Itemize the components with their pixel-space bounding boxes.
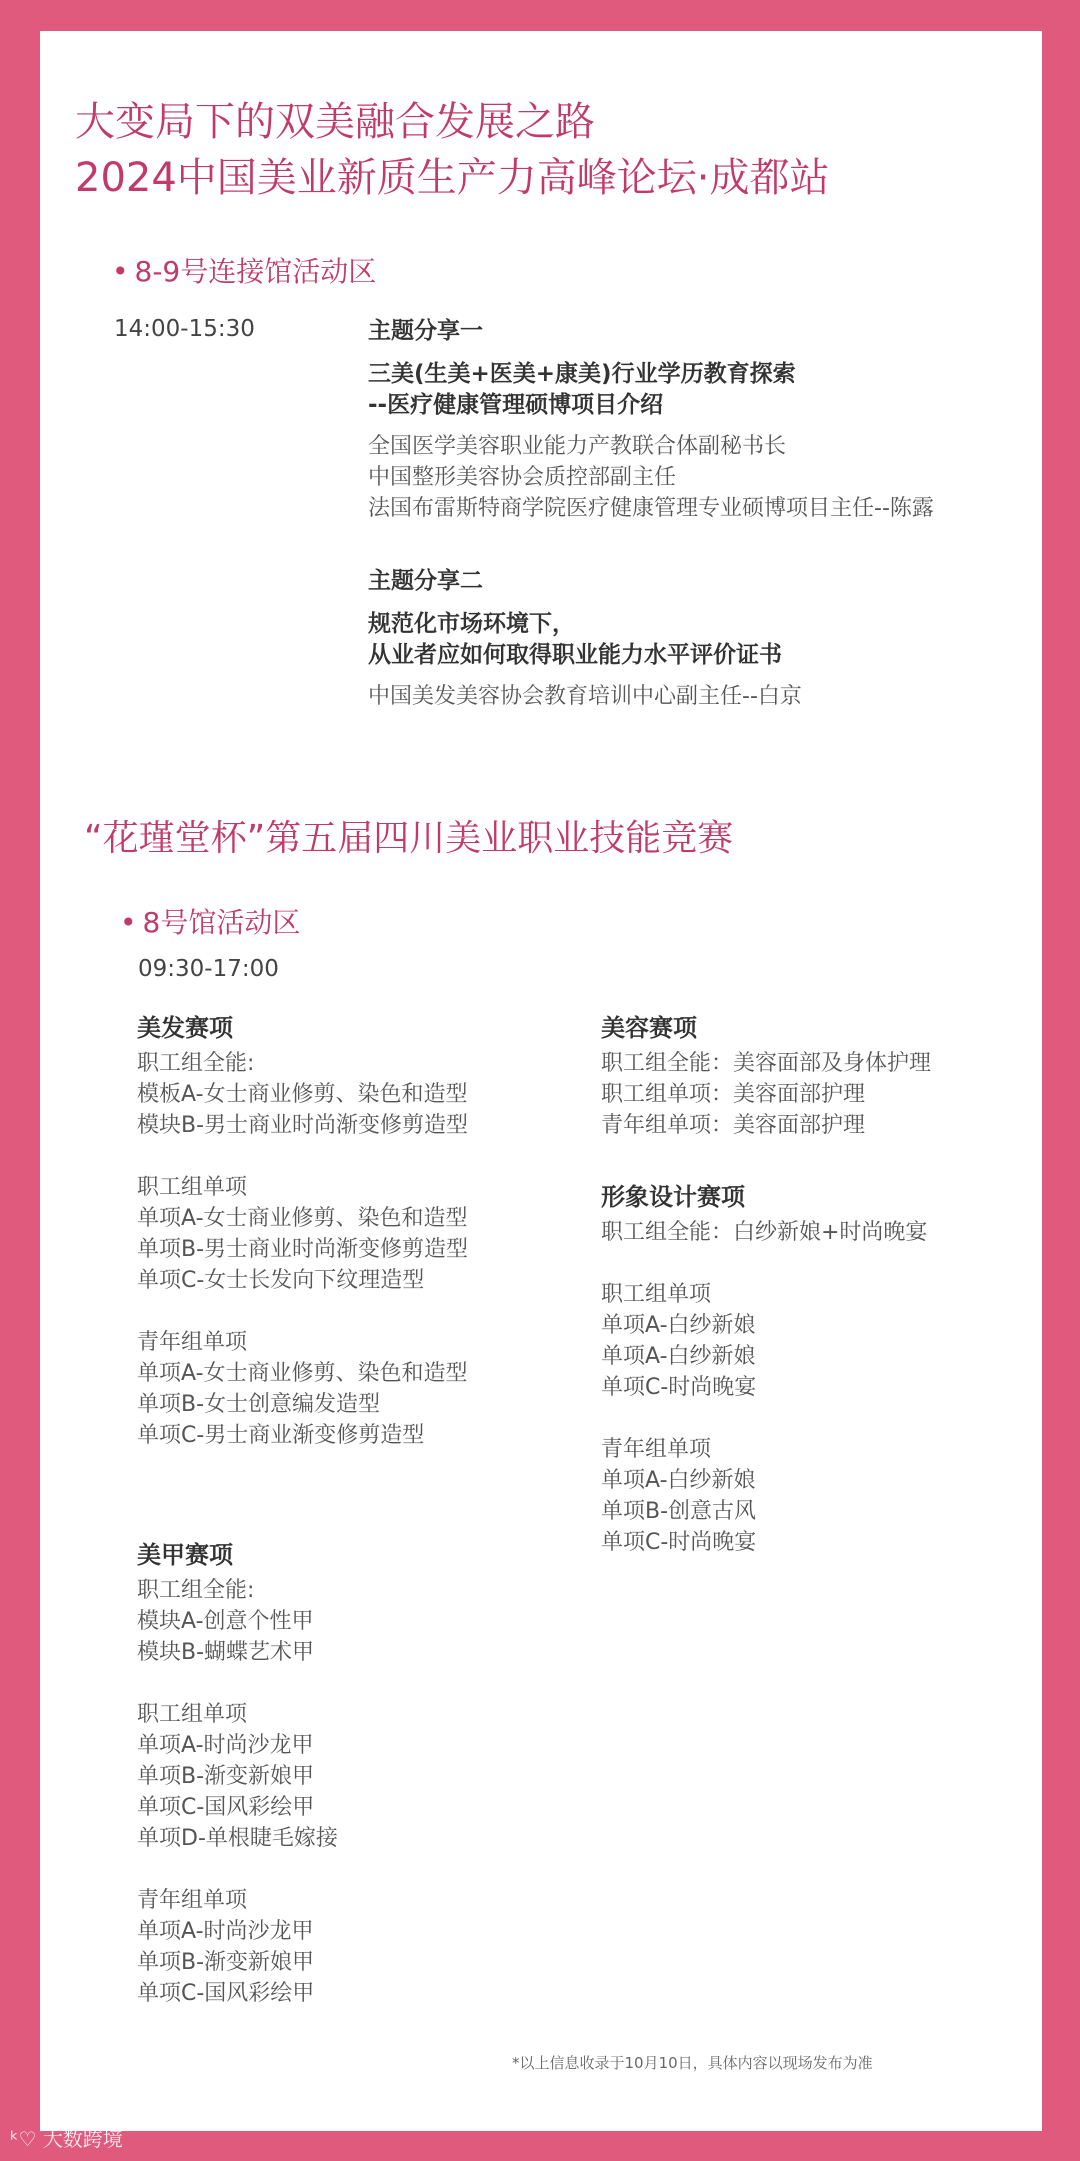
list-item: 单项D-单根睫毛嫁接 <box>137 1826 338 1851</box>
image-design-title: 形象设计赛项 <box>601 1183 745 1211</box>
forum-title-line1: 大变局下的双美融合发展之路 <box>75 99 595 145</box>
list-item: 青年组单项 <box>601 1437 712 1462</box>
list-item: 职工组全能: <box>137 1051 255 1076</box>
talk1-speaker-line1: 全国医学美容职业能力产教联合体副秘书长 <box>368 434 787 459</box>
nail-section <box>137 1540 338 2009</box>
hair-title: 美发赛项 <box>137 1014 233 1042</box>
list-item: 青年组单项：美容面部护理 <box>601 1113 866 1138</box>
image-design-section <box>601 1182 927 1558</box>
list-item: 职工组全能：美容面部及身体护理 <box>601 1051 932 1076</box>
list-item: 职工组单项 <box>137 1702 248 1727</box>
list-item: 单项A-白纱新娘 <box>601 1468 756 1493</box>
talk1-speaker-line3: 法国布雷斯特商学院医疗健康管理专业硕博项目主任--陈露 <box>368 496 934 521</box>
list-item: 模板A-女士商业修剪、染色和造型 <box>137 1082 468 1107</box>
list-item: 单项C-女士长发向下纹理造型 <box>137 1268 425 1293</box>
hair-section <box>137 1013 468 1451</box>
list-item: 青年组单项 <box>137 1330 248 1355</box>
list-item: 模块B-男士商业时尚渐变修剪造型 <box>137 1113 469 1138</box>
list-item: 单项B-男士商业时尚渐变修剪造型 <box>137 1237 469 1262</box>
list-item: 青年组单项 <box>137 1888 248 1913</box>
list-item: 单项B-创意古风 <box>601 1499 757 1524</box>
nail-title: 美甲赛项 <box>137 1541 233 1569</box>
list-item: 单项A-时尚沙龙甲 <box>137 1733 314 1758</box>
watermark-logo-icon: ᵏ♡ <box>10 2127 37 2151</box>
competition-time: 09:30-17:00 <box>138 956 279 982</box>
talk2-speaker-line1: 中国美发美容协会教育培训中心副主任--白京 <box>368 684 802 709</box>
list-item: 单项C-国风彩绘甲 <box>137 1795 315 1820</box>
list-item: 职工组单项 <box>137 1175 248 1200</box>
talk2 <box>368 566 802 712</box>
forum-title <box>75 94 830 206</box>
list-item: 职工组全能：白纱新娘+时尚晚宴 <box>601 1220 928 1245</box>
forum-title-line2: 2024中国美业新质生产力高峰论坛·成都站 <box>75 155 830 201</box>
talk2-topic-line1: 规范化市场环境下， <box>368 611 575 637</box>
competition-venue <box>120 901 300 941</box>
list-item: 单项B-渐变新娘甲 <box>137 1950 315 1975</box>
forum-time: 14:00-15:30 <box>114 316 255 342</box>
talk1-label: 主题分享一 <box>368 318 483 344</box>
competition-venue-label: 8号馆活动区 <box>142 906 301 939</box>
talk1-speaker-line2: 中国整形美容协会质控部副主任 <box>368 465 677 490</box>
watermark-text: 大数跨境 <box>42 2127 123 2151</box>
beauty-section <box>601 1013 931 1141</box>
list-item: 单项B-渐变新娘甲 <box>137 1764 315 1789</box>
list-item: 模块B-蝴蝶艺术甲 <box>137 1640 315 1665</box>
talk1-topic-line1: 三美(生美+医美+康美)行业学历教育探索 <box>368 361 796 387</box>
forum-venue-label: 8-9号连接馆活动区 <box>134 255 377 288</box>
footnote: *以上信息收录于10月10日，具体内容以现场发布为准 <box>512 2054 873 2072</box>
list-item: 单项A-女士商业修剪、染色和造型 <box>137 1361 468 1386</box>
list-item: 职工组全能: <box>137 1578 255 1603</box>
list-item: 职工组单项：美容面部护理 <box>601 1082 866 1107</box>
beauty-title: 美容赛项 <box>601 1014 697 1042</box>
list-item: 单项A-女士商业修剪、染色和造型 <box>137 1206 468 1231</box>
list-item: 单项A-时尚沙龙甲 <box>137 1919 314 1944</box>
list-item: 单项A-白纱新娘 <box>601 1313 756 1338</box>
talk2-topic-line2: 从业者应如何取得职业能力水平评价证书 <box>368 642 782 668</box>
talk1-topic-line2: --医疗健康管理硕博项目介绍 <box>368 392 664 418</box>
list-item: 单项C-男士商业渐变修剪造型 <box>137 1423 425 1448</box>
bullet-icon: • <box>120 906 137 939</box>
list-item: 单项A-白纱新娘 <box>601 1344 756 1369</box>
forum-venue <box>112 250 376 290</box>
list-item: 单项C-国风彩绘甲 <box>137 1981 315 2006</box>
list-item: 单项B-女士创意编发造型 <box>137 1392 381 1417</box>
talk1 <box>368 316 934 524</box>
list-item: 单项C-时尚晚宴 <box>601 1530 757 1555</box>
list-item: 职工组单项 <box>601 1282 712 1307</box>
talk2-label: 主题分享二 <box>368 568 483 594</box>
list-item: 模块A-创意个性甲 <box>137 1609 314 1634</box>
bullet-icon: • <box>112 255 129 288</box>
watermark <box>10 2123 123 2152</box>
competition-title: “花瑾堂杯”第五届四川美业职业技能竞赛 <box>84 818 734 859</box>
list-item: 单项C-时尚晚宴 <box>601 1375 757 1400</box>
